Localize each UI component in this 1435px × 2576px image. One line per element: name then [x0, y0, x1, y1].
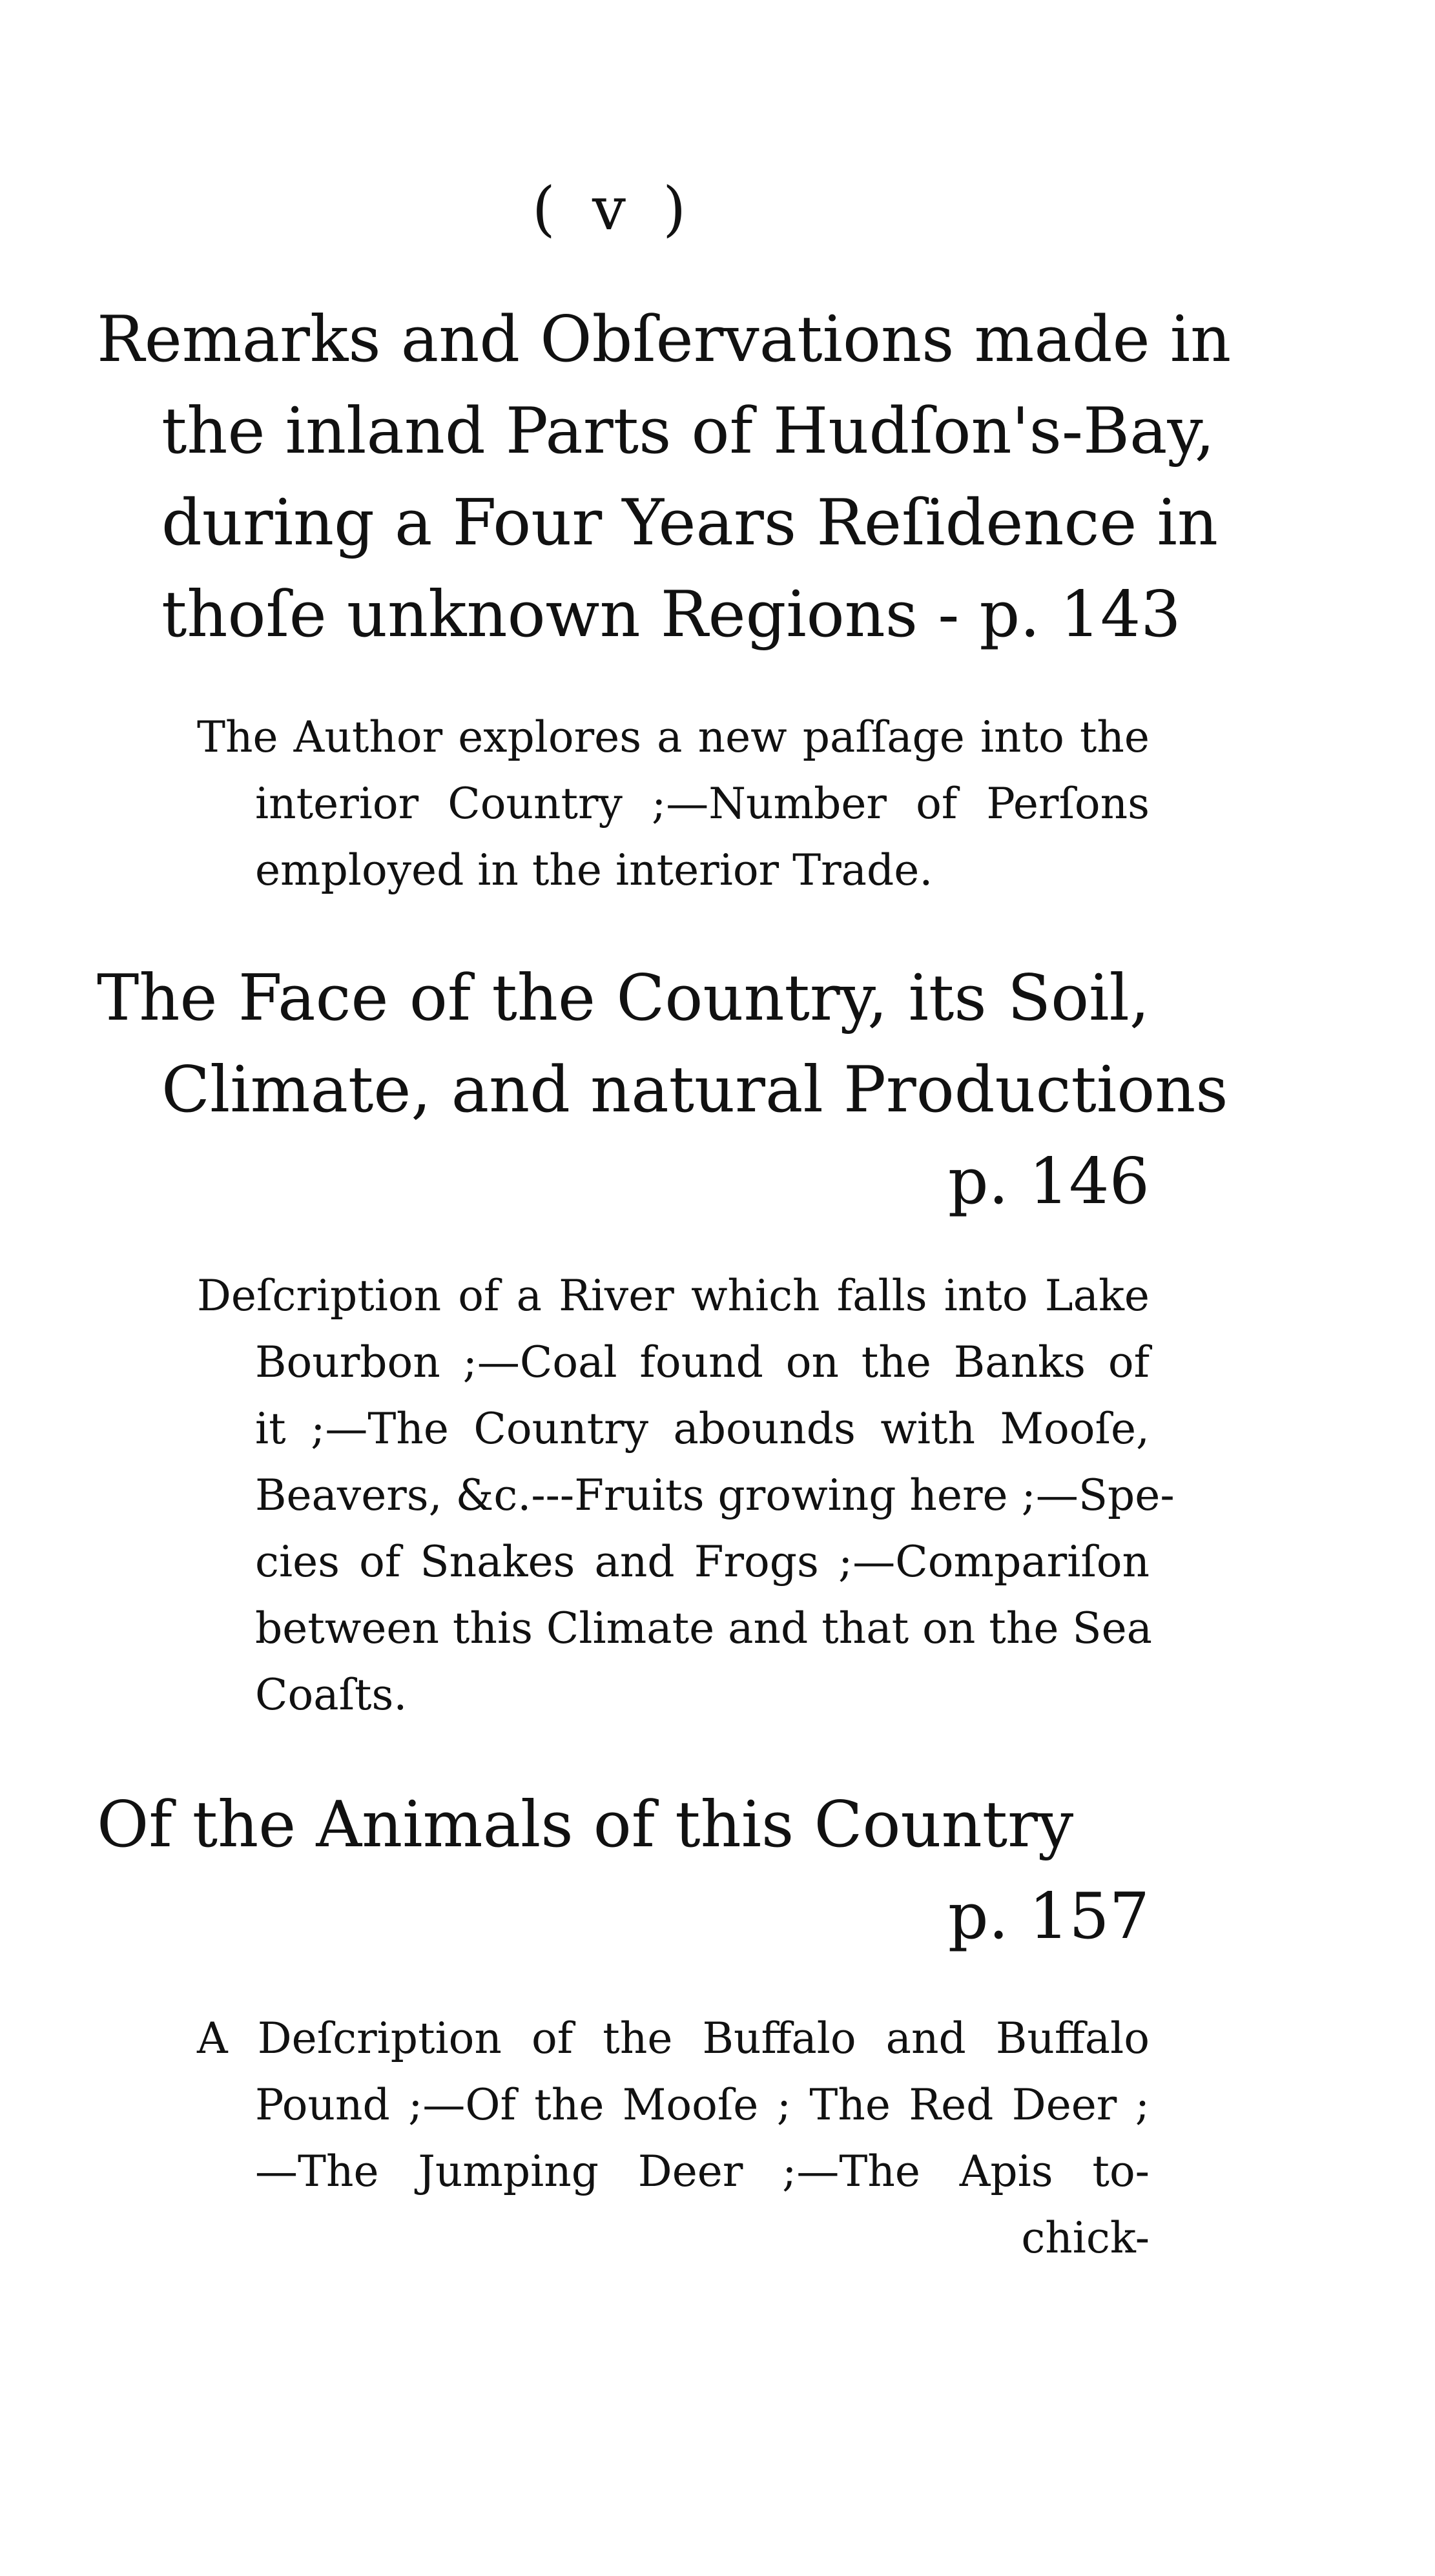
summary-line: A Deſcription of the Buffalo and Buffalo [197, 2014, 1150, 2063]
page-number: ( v ) [532, 174, 696, 243]
entry-summary-2 [197, 1262, 1175, 1728]
entry-heading-3 [97, 1779, 1150, 1963]
heading-line: p. 146 [947, 1145, 1150, 1219]
heading-line: p. 157 [947, 1880, 1150, 1953]
summary-line: between this Climate and that on the Sea [255, 1603, 1152, 1653]
entry-summary-3 [197, 2005, 1150, 2271]
summary-line: —The Jumping Deer ;—The Apis to- [255, 2147, 1150, 2196]
summary-line: interior Country ;—Number of Perſons [255, 779, 1150, 829]
entry-summary-1 [197, 704, 1150, 903]
summary-line: The Author explores a new paſſage into the [197, 712, 1150, 762]
summary-line: Beavers, &c.---Fruits growing here ;—Spe- [255, 1470, 1175, 1520]
entry-heading-2 [97, 953, 1228, 1228]
summary-line: Pound ;—Of the Mooſe ; The Red Deer ; [255, 2080, 1150, 2130]
entry-heading-1 [97, 294, 1232, 661]
heading-line: Remarks and Obſervations made in [97, 303, 1232, 376]
summary-line: it ;—The Country abounds with Mooſe, [255, 1404, 1150, 1454]
summary-line: chick- [1021, 2213, 1150, 2263]
summary-line: Bourbon ;—Coal found on the Banks of [255, 1337, 1150, 1387]
heading-line: thoſe unknown Regions - p. 143 [161, 578, 1181, 652]
heading-line: Climate, and natural Productions [161, 1053, 1228, 1127]
summary-line: Coaſts. [255, 1670, 408, 1720]
summary-line: employed in the interior Trade. [255, 845, 933, 895]
heading-line: the inland Parts of Hudſon's-Bay, [161, 395, 1215, 468]
summary-line: cies of Snakes and Frogs ;—Compariſon [255, 1537, 1150, 1587]
summary-line: Deſcription of a River which falls into Lake [197, 1271, 1150, 1321]
heading-line: Of the Animals of this Country [97, 1788, 1074, 1862]
heading-line: during a Four Years Reſidence in [161, 486, 1218, 560]
heading-line: The Face of the Country, its Soil, [97, 962, 1150, 1035]
